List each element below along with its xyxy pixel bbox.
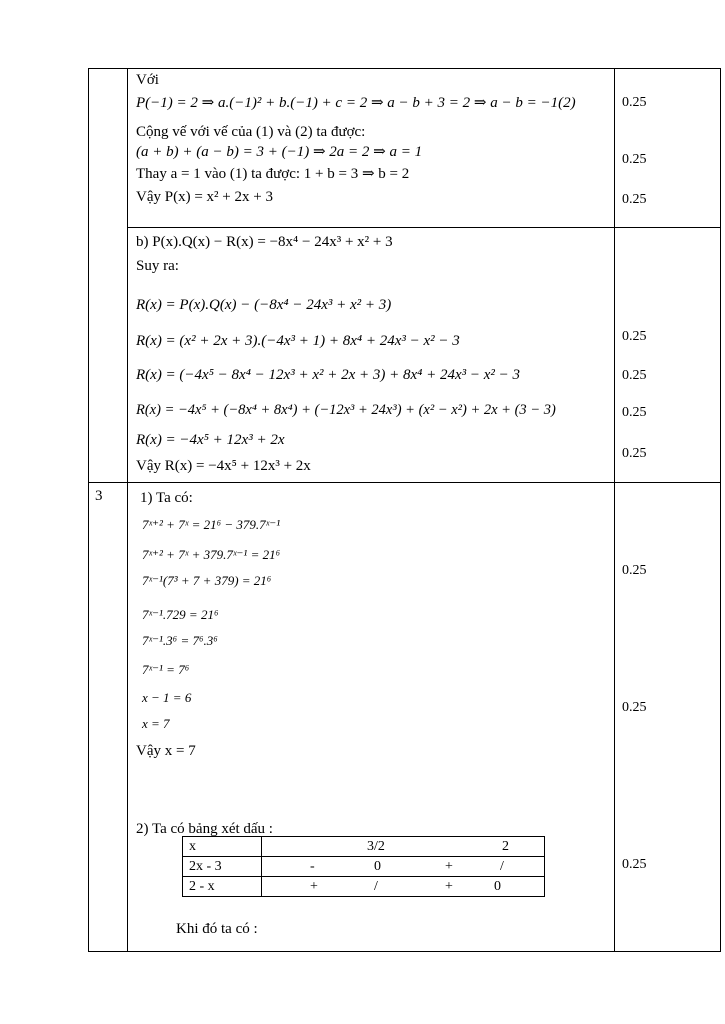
row3-line-4: 7ˣ⁻¹.729 = 21⁶ (142, 607, 219, 622)
column-divider-1 (127, 68, 128, 952)
sign-table-point-2: 2 (502, 839, 509, 854)
sign-table-row-values (262, 877, 545, 897)
sign-cell: 0 (374, 859, 381, 874)
row3-line-2: 7ˣ⁺² + 7ˣ + 379.7ˣ⁻¹ = 21⁶ (142, 547, 281, 562)
sign-cell: + (445, 879, 453, 894)
sign-table (182, 836, 545, 897)
sign-table-row (183, 877, 545, 897)
sign-cell: / (500, 859, 504, 874)
row3-number: 3 (95, 488, 103, 504)
row1-line-1: Với (136, 72, 159, 88)
row3-line-8: x = 7 (142, 716, 170, 731)
sign-cell: 0 (494, 879, 501, 894)
row2-line-4: R(x) = (x² + 2x + 3).(−4x³ + 1) + 8x⁴ + 24x³ − x² − 3 (136, 333, 460, 349)
row3-line-5: 7ˣ⁻¹.3⁶ = 7⁶.3⁶ (142, 633, 218, 648)
table-right-border (720, 68, 721, 952)
sign-cell: - (310, 859, 315, 874)
row2-line-8: Vậy R(x) = −4x⁵ + 12x³ + 2x (136, 458, 311, 474)
row3-line-1: 7ˣ⁺² + 7ˣ = 21⁶ − 379.7ˣ⁻¹ (142, 517, 281, 532)
row-divider-b (88, 482, 721, 483)
sign-table-x: x (183, 837, 262, 857)
row3-heading: 1) Ta có: (140, 490, 193, 506)
row3-score-3: 0.25 (622, 857, 647, 872)
sign-cell: + (445, 859, 453, 874)
row2-score-3: 0.25 (622, 405, 647, 420)
row1-score-3: 0.25 (622, 192, 647, 207)
sign-table-row-label: 2x - 3 (183, 857, 262, 877)
row1-score-1: 0.25 (622, 95, 647, 110)
sign-table-row (183, 857, 545, 877)
row3-part2: 2) Ta có bảng xét dấu : (136, 821, 273, 837)
row-divider-a (127, 227, 721, 228)
row2-line-2: Suy ra: (136, 258, 179, 274)
row2-score-4: 0.25 (622, 446, 647, 461)
row3-line-7: x − 1 = 6 (142, 690, 192, 705)
row3-score-2: 0.25 (622, 700, 647, 715)
sign-table-x-values (262, 837, 545, 857)
row1-line-5: Thay a = 1 vào (1) ta được: 1 + b = 3 ⇒ b = 2 (136, 166, 410, 182)
table-top-border (88, 68, 721, 69)
sign-cell: / (374, 879, 378, 894)
sign-table-point-1: 3/2 (367, 839, 385, 854)
row3-closing: Khi đó ta có : (176, 921, 258, 937)
sign-table-row-label: 2 - x (183, 877, 262, 897)
row1-line-2: P(−1) = 2 ⇒ a.(−1)² + b.(−1) + c = 2 ⇒ a − b + 3 = 2 ⇒ a − b = −1(2) (136, 95, 576, 111)
row2-line-5: R(x) = (−4x⁵ − 8x⁴ − 12x³ + x² + 2x + 3) + 8x⁴ + 24x³ − x² − 3 (136, 367, 521, 383)
row2-score-1: 0.25 (622, 329, 647, 344)
row3-score-1: 0.25 (622, 563, 647, 578)
row1-line-6: Vậy P(x) = x² + 2x + 3 (136, 189, 273, 205)
table-bottom-border (88, 951, 721, 952)
row1-line-3: Cộng vế với vế của (1) và (2) ta được: (136, 124, 366, 140)
row3-line-9: Vậy x = 7 (136, 743, 196, 759)
row1-score-2: 0.25 (622, 152, 647, 167)
column-divider-2 (614, 68, 615, 952)
row2-line-6: R(x) = −4x⁵ + (−8x⁴ + 8x⁴) + (−12x³ + 24x³) + (x² − x²) + 2x + (3 − 3) (136, 402, 556, 418)
table-left-border (88, 68, 89, 952)
row1-line-4: (a + b) + (a − b) = 3 + (−1) ⇒ 2a = 2 ⇒ a = 1 (136, 144, 423, 160)
row2-score-2: 0.25 (622, 368, 647, 383)
sign-table-header (183, 837, 545, 857)
row3-line-3: 7ˣ⁻¹(7³ + 7 + 379) = 21⁶ (142, 573, 272, 588)
row2-line-3: R(x) = P(x).Q(x) − (−8x⁴ − 24x³ + x² + 3) (136, 297, 392, 313)
sign-table-row-values (262, 857, 545, 877)
sign-cell: + (310, 879, 318, 894)
row2-line-7: R(x) = −4x⁵ + 12x³ + 2x (136, 432, 285, 448)
row3-line-6: 7ˣ⁻¹ = 7⁶ (142, 662, 190, 677)
row2-line-1: b) P(x).Q(x) − R(x) = −8x⁴ − 24x³ + x² + 3 (136, 234, 393, 250)
